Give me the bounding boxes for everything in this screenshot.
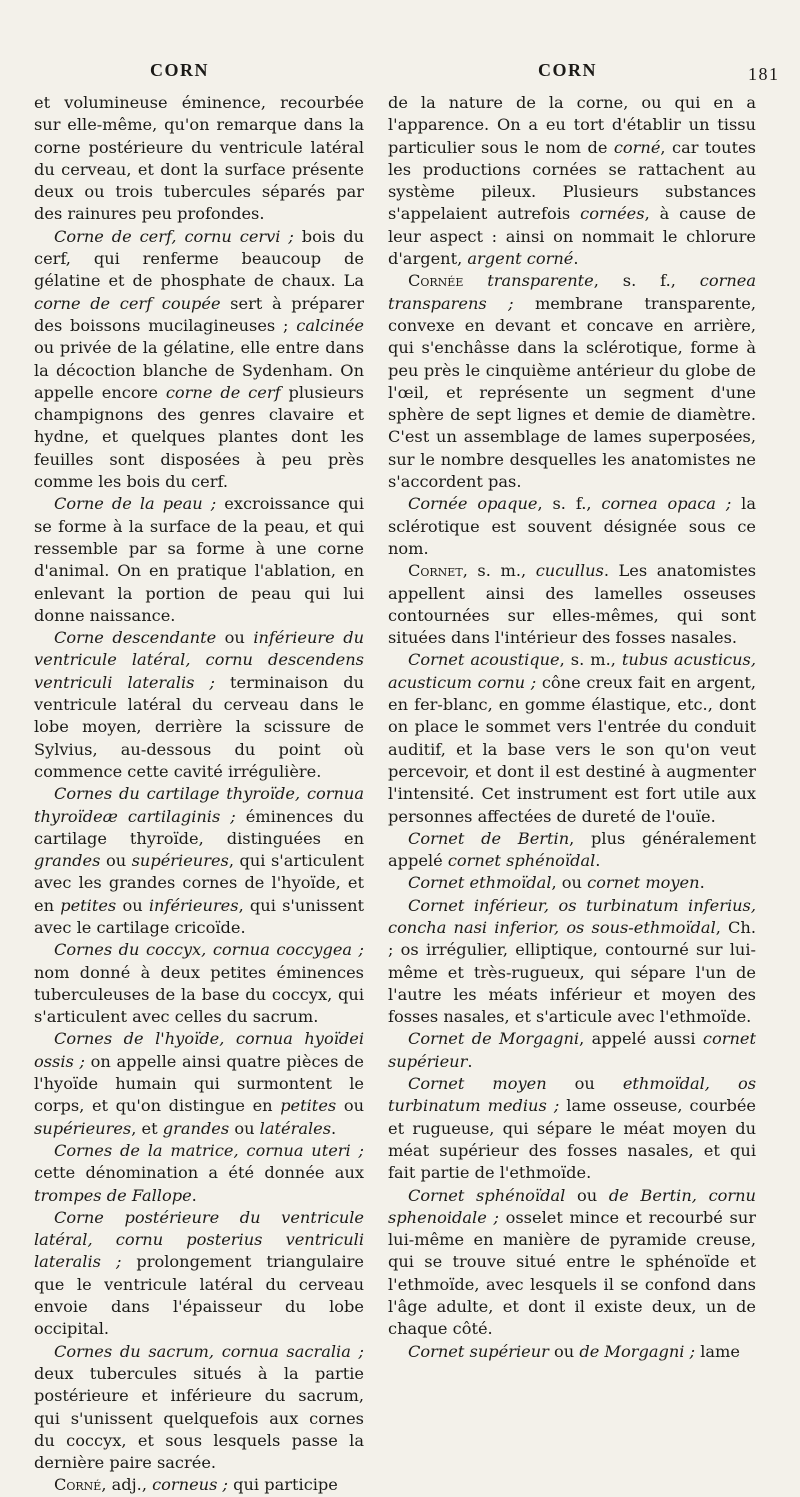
dictionary-entry: Cornet de Bertin, plus généralement appelé cornet sphénoïdal. [388,828,756,871]
dictionary-entry: Cornet acoustique, s. m., tubus acusticus, acusticum cornu ; cône creux fait en argent, en fer-blanc, en gomme élastique, etc., dont on place le sommet vers l'entrée du conduit auditif, et la base vers le son qu'on veut percevoir, et dont il est destiné à augmenter l'intensité. Cet instrument est fort utile aux personnes affectées de dureté de l'ouïe. [388,650,756,826]
dictionary-entry: Cornes de la matrice, cornua uteri ; cette dénomination a été donnée aux trompes de Fallope. [34,1140,364,1205]
left-column [34,92,364,1497]
dictionary-entry: Cornet inférieur, os turbinatum inferius, concha nasi inferior, os sous-ethmoïdal, Ch. ; os irrégulier, elliptique, contourné sur lui-même et très-rugueux, qui sépare l'un de l'autre les méats inférieur et moyen des fosses nasales, et s'articule avec l'ethmoïde. [388,895,756,1027]
dictionary-entry: Cornet supérieur ou de Morgagni ; lame [408,1341,740,1361]
right-column [388,92,756,1363]
dictionary-entry: et volumineuse éminence, recourbée sur elle-même, qu'on remarque dans la corne postérieure du ventricule latéral du cerveau, et dont la surface présente deux ou trois tubercules séparés par des rainures peu profondes. [34,93,364,224]
dictionary-entry: Cornes du cartilage thyroïde, cornua thyroïdeæ cartilaginis ; éminences du cartilage thyroïde, distinguées en grandes ou supérieures, qui s'articulent avec les grandes cornes de l'hyoïde, et en petites ou inférieures, qui s'unissent avec le cartilage cricoïde. [34,784,365,937]
running-head-left: CORN [150,60,209,80]
dictionary-entry: Cornes du sacrum, cornua sacralia ; deux tubercules situés à la partie postérieure et inférieure du sacrum, qui s'unissent quelquefois aux cornes du coccyx, et sous lesquels passe la dernière paire sacrée. [34,1341,364,1473]
dictionary-entry: Cornée transparente, s. f., cornea transparens ; membrane transparente, convexe en devant et concave en arrière, qui s'enchâsse dans la sclérotique, forme à peu près le cinquième antérieur du globe de l'œil, et représente un segment d'une sphère de sept lignes et demie de diamètre. C'est un assemblage de lames superposées, sur le nombre desquelles les anatomistes ne s'accordent pas. [388,271,756,492]
dictionary-entry: Cornée opaque, s. f., cornea opaca ; la sclérotique est souvent désignée sous ce nom. [388,494,756,558]
dictionary-entry: Cornet, s. m., cucullus. Les anatomistes appellent ainsi des lamelles osseuses contournées sur elles-mêmes, qui sont situées dans l'intérieur des fosses nasales. [388,561,756,648]
dictionary-entry: Cornet ethmoïdal, ou cornet moyen. [408,873,705,893]
page-number: 181 [748,64,780,84]
running-head-right: CORN [538,60,597,80]
dictionary-entry: Cornes du coccyx, cornua coccygea ; nom donné à deux petites éminences tuberculeuses de la base du coccyx, qui s'articulent avec celles du sacrum. [34,940,364,1027]
dictionary-entry: Cornet sphénoïdal ou de Bertin, cornu sphenoidale ; osselet mince et recourbé sur lui-même en manière de pyramide creuse, qui se trouve situé entre le sphénoïde et l'ethmoïde, avec lesquels il se confond dans l'âge adulte, et dont il existe deux, un de chaque côté. [388,1185,756,1339]
dictionary-entry: Cornet moyen ou ethmoïdal, os turbinatum medius ; lame osseuse, courbée et rugueuse, qui sépare le méat moyen du méat supérieur des fosses nasales, et qui fait partie de l'ethmoïde. [388,1074,757,1183]
dictionary-entry: Corne de cerf, cornu cervi ; bois du cerf, qui renferme beaucoup de gélatine et de phosphate de chaux. La corne de cerf coupée sert à préparer des boissons mucilagineuses ; calcinée ou privée de la gélatine, elle entre dans la décoction blanche de Sydenham. On appelle encore corne de cerf plusieurs champignons des genres clavaire et hydne, et quelques plantes dont les feuilles sont disposées à peu près comme les bois du cerf. [34,226,364,492]
dictionary-entry: Corné, adj., corneus ; qui participe [54,1475,338,1495]
dictionary-entry: Corne descendante ou inférieure du ventricule latéral, cornu descendens ventriculi lateralis ; terminaison du ventricule latéral du cerveau dans le lobe moyen, derrière la scissure de Sylvius, au-dessous du point où commence cette cavité irrégulière. [34,628,364,781]
dictionary-entry: Cornes de l'hyoïde, cornua hyoïdei ossis ; on appelle ainsi quatre pièces de l'hyoïde humain qui surmontent le corps, et qu'on distingue en petites ou supérieures, et grandes ou latérales. [34,1029,364,1138]
dictionary-entry: de la nature de la corne, ou qui en a l'apparence. On a eu tort d'établir un tissu particulier sous le nom de corné, car toutes les productions cornées se rattachent au système pileux. Plusieurs substances s'appelaient autrefois cornées, à cause de leur aspect : ainsi on nommait le chlorure d'argent, argent corné. [388,93,756,269]
dictionary-entry: Corne postérieure du ventricule latéral, cornu posterius ventriculi lateralis ; prolongement triangulaire que le ventricule latéral du cerveau envoie dans l'épaisseur du lobe occipital. [34,1207,364,1339]
dictionary-entry: Cornet de Morgagni, appelé aussi cornet supérieur. [388,1029,756,1071]
dictionary-entry: Corne de la peau ; excroissance qui se forme à la surface de la peau, et qui ressemble par sa forme à une corne d'animal. On en pratique l'ablation, en enlevant la portion de peau qui lui donne naissance. [34,494,365,625]
